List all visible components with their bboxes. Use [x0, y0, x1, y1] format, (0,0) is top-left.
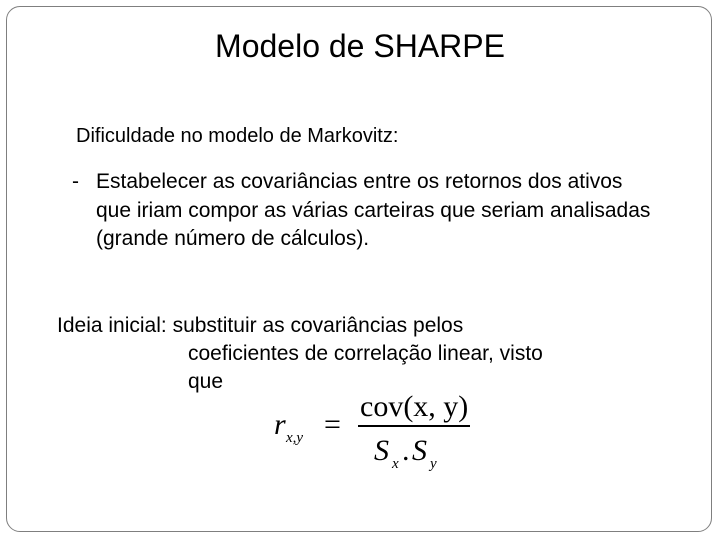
idea-label: Ideia inicial: — [57, 314, 167, 337]
formula-graphic — [270, 382, 480, 472]
formula-denominator-s2: S — [412, 434, 427, 467]
formula-numerator: cov(x, y) — [360, 390, 469, 423]
formula-lhs: r — [274, 408, 286, 441]
idea-text-line1: substituir as covariâncias pelos — [172, 314, 464, 337]
idea-text-line2: coeficientes de correlação linear, visto — [188, 342, 543, 365]
correlation-formula — [270, 382, 480, 472]
bullet-text: Estabelecer as covariâncias entre os retornos dos ativos que iriam compor as várias carteiras que seriam analisadas (grande número de cálculos). — [96, 170, 651, 250]
bullet-item — [72, 168, 692, 254]
formula-denominator-dot: . — [402, 434, 410, 467]
slide-title: Modelo de SHARPE — [215, 28, 505, 64]
formula-lhs-subscript: x,y — [286, 430, 304, 446]
idea-text-line3: que — [188, 370, 224, 393]
formula-denominator-s2-subscript: y — [430, 456, 437, 472]
formula-denominator-s1-subscript: x — [392, 456, 399, 472]
bullet-dash: - — [72, 170, 79, 193]
formula-equals: = — [324, 408, 341, 441]
subheading: Dificuldade no modelo de Markovitz: — [76, 125, 399, 147]
formula-denominator-s1: S — [374, 434, 389, 467]
